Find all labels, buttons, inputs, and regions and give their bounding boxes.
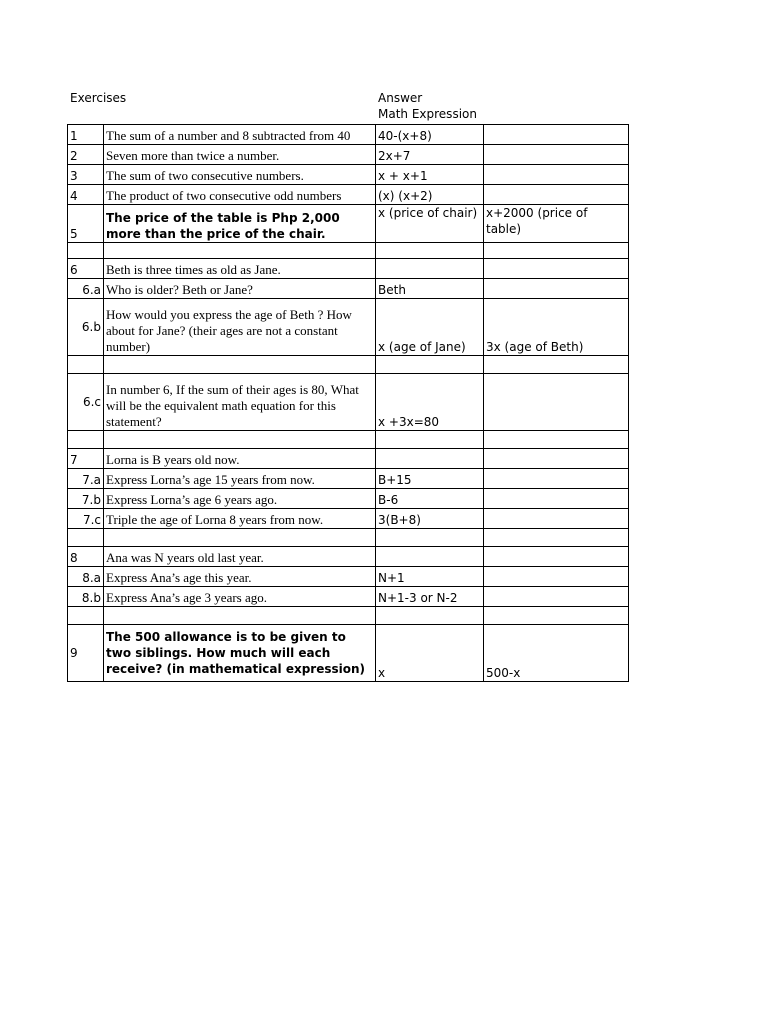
table-row	[68, 165, 629, 185]
table-row	[68, 125, 629, 145]
item-number	[68, 529, 104, 547]
table-row	[68, 279, 629, 299]
answer-cell: 40-(x+8)	[376, 125, 484, 145]
exercise-text: The sum of a number and 8 subtracted from 40	[104, 125, 376, 145]
exercise-text	[104, 529, 376, 547]
table-row	[68, 356, 629, 374]
table-row	[68, 547, 629, 567]
exercise-text: Ana was N years old last year.	[104, 547, 376, 567]
answer-cell: Beth	[376, 279, 484, 299]
answer-cell-2	[484, 185, 629, 205]
answer-cell-2	[484, 374, 629, 431]
table-row	[68, 469, 629, 489]
answer-cell-2	[484, 279, 629, 299]
answer-cell	[376, 356, 484, 374]
answer-cell-2	[484, 529, 629, 547]
answer-cell	[376, 529, 484, 547]
answer-cell-2	[484, 259, 629, 279]
answer-cell-2	[484, 431, 629, 449]
table-row	[68, 259, 629, 279]
table-row	[68, 185, 629, 205]
answer-cell-2	[484, 489, 629, 509]
item-number: 2	[68, 145, 104, 165]
table-row	[68, 607, 629, 625]
exercise-text: Who is older? Beth or Jane?	[104, 279, 376, 299]
item-number: 1	[68, 125, 104, 145]
answer-cell: x +3x=80	[376, 374, 484, 431]
exercise-text: In number 6, If the sum of their ages is 80, What will be the equivalent math equation for this statement?	[104, 374, 376, 431]
answer-cell	[376, 449, 484, 469]
exercise-table	[67, 124, 629, 682]
answer-cell-2	[484, 587, 629, 607]
answer-cell	[376, 607, 484, 625]
exercise-text: Express Lorna’s age 15 years from now.	[104, 469, 376, 489]
answer-cell	[376, 431, 484, 449]
answer-cell-2: 500-x	[484, 625, 629, 682]
table-row	[68, 299, 629, 356]
item-number: 7.a	[68, 469, 104, 489]
item-number	[68, 607, 104, 625]
item-number: 7	[68, 449, 104, 469]
exercise-text: Beth is three times as old as Jane.	[104, 259, 376, 279]
answer-cell: B+15	[376, 469, 484, 489]
exercise-text	[104, 431, 376, 449]
item-number: 4	[68, 185, 104, 205]
exercises-header: Exercises	[70, 91, 127, 105]
answer-cell	[376, 547, 484, 567]
item-number: 8.a	[68, 567, 104, 587]
table-row	[68, 243, 629, 259]
exercise-text: Express Lorna’s age 6 years ago.	[104, 489, 376, 509]
item-number: 8.b	[68, 587, 104, 607]
table-row	[68, 529, 629, 547]
exercise-text: Lorna is B years old now.	[104, 449, 376, 469]
answer-cell	[376, 259, 484, 279]
item-number: 8	[68, 547, 104, 567]
table-row	[68, 145, 629, 165]
answer-cell	[376, 243, 484, 259]
answer-cell-2	[484, 449, 629, 469]
answer-cell: x + x+1	[376, 165, 484, 185]
answer-cell: 3(B+8)	[376, 509, 484, 529]
answer-cell: (x) (x+2)	[376, 185, 484, 205]
exercise-text	[104, 243, 376, 259]
table-row	[68, 374, 629, 431]
answer-cell-2	[484, 165, 629, 185]
table-row	[68, 567, 629, 587]
math-expression-header: Math Expression	[378, 107, 477, 121]
exercise-text: The sum of two consecutive numbers.	[104, 165, 376, 185]
table-row	[68, 625, 629, 682]
item-number	[68, 431, 104, 449]
answer-header: Answer	[378, 91, 423, 105]
answer-cell: 2x+7	[376, 145, 484, 165]
answer-cell: N+1	[376, 567, 484, 587]
answer-cell-2	[484, 469, 629, 489]
answer-cell: B-6	[376, 489, 484, 509]
item-number: 6.c	[68, 374, 104, 431]
exercise-text	[104, 356, 376, 374]
exercise-text: Express Ana’s age 3 years ago.	[104, 587, 376, 607]
exercise-text: How would you express the age of Beth ? How about for Jane? (their ages are not a constant number)	[104, 299, 376, 356]
exercise-text: Express Ana’s age this year.	[104, 567, 376, 587]
table-row	[68, 509, 629, 529]
item-number: 6.a	[68, 279, 104, 299]
item-number: 7.b	[68, 489, 104, 509]
item-number	[68, 243, 104, 259]
table-row	[68, 489, 629, 509]
exercise-text: Triple the age of Lorna 8 years from now.	[104, 509, 376, 529]
item-number: 3	[68, 165, 104, 185]
exercise-text	[104, 607, 376, 625]
exercise-text: Seven more than twice a number.	[104, 145, 376, 165]
answer-cell: x	[376, 625, 484, 682]
table-row	[68, 205, 629, 243]
answer-cell: x (age of Jane)	[376, 299, 484, 356]
answer-cell-2	[484, 509, 629, 529]
answer-cell-2	[484, 607, 629, 625]
item-number: 7.c	[68, 509, 104, 529]
item-number	[68, 356, 104, 374]
answer-cell-2	[484, 125, 629, 145]
table-row	[68, 587, 629, 607]
answer-cell-2	[484, 547, 629, 567]
item-number: 6	[68, 259, 104, 279]
exercise-text: The product of two consecutive odd numbers	[104, 185, 376, 205]
answer-cell-2	[484, 567, 629, 587]
table-row	[68, 431, 629, 449]
answer-cell-2: 3x (age of Beth)	[484, 299, 629, 356]
answer-cell-2	[484, 145, 629, 165]
item-number: 6.b	[68, 299, 104, 356]
exercise-text: The 500 allowance is to be given to two siblings. How much will each receive? (in mathematical expression)	[104, 625, 376, 682]
item-number: 5	[68, 205, 104, 243]
answer-cell: x (price of chair)	[376, 205, 484, 243]
table-row	[68, 449, 629, 469]
answer-cell-2	[484, 356, 629, 374]
answer-cell: N+1-3 or N-2	[376, 587, 484, 607]
exercise-text: The price of the table is Php 2,000 more than the price of the chair.	[104, 205, 376, 243]
item-number: 9	[68, 625, 104, 682]
answer-cell-2	[484, 243, 629, 259]
answer-cell-2: x+2000 (price of table)	[484, 205, 629, 243]
